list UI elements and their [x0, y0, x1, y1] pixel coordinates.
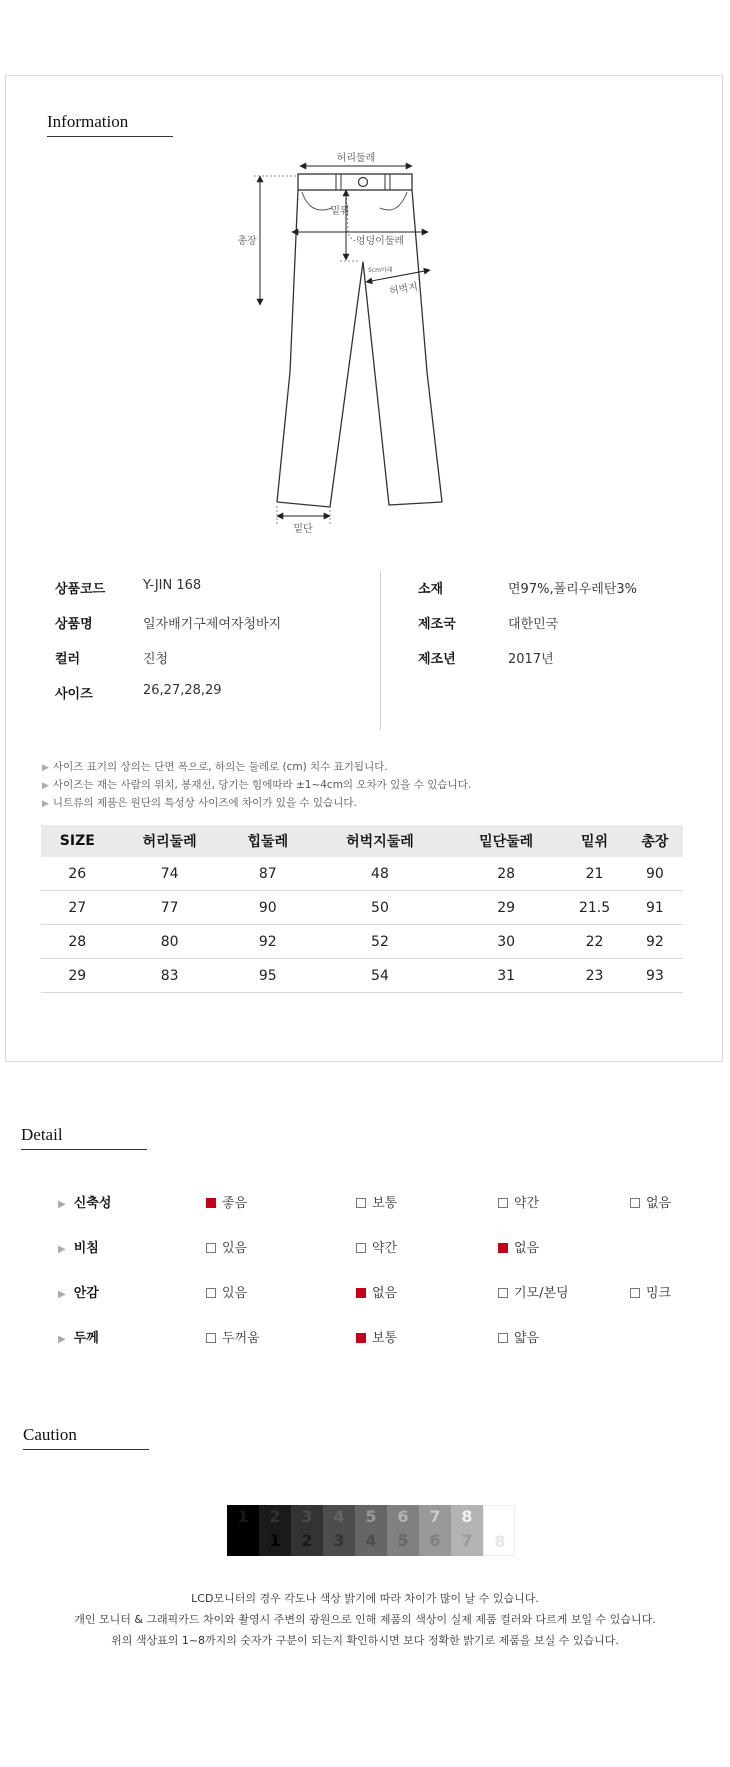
spec-label-country: 제조국 [418, 617, 456, 632]
spec-value-country: 대한민국 [508, 617, 559, 632]
header-length: 총장 [627, 825, 683, 857]
table-cell: 23 [562, 959, 627, 993]
header-thigh: 허벅지둘레 [310, 825, 450, 857]
palette-bottom-number: 2 [301, 1531, 313, 1550]
table-row [41, 959, 683, 993]
palette-swatch-8 [451, 1505, 483, 1556]
palette-bottom-number: 7 [461, 1531, 473, 1550]
palette-swatch-7 [419, 1505, 451, 1556]
table-cell: 77 [114, 891, 226, 925]
table-row [41, 891, 683, 925]
caution-title [23, 1425, 149, 1450]
information-title [47, 112, 173, 137]
note-item [42, 794, 471, 812]
palette-swatch-9 [483, 1505, 515, 1556]
triangle-icon: ▶ [42, 781, 49, 791]
palette-top-number: 2 [269, 1507, 281, 1526]
note-text: 사이즈는 재는 사람의 위치, 봉재선, 당기는 힘에따라 ±1~4cm의 오차가 있을 수 있습니다. [52, 779, 472, 791]
checkbox-empty-icon [206, 1243, 216, 1253]
option-lining-mink[interactable] [630, 1282, 671, 1301]
triangle-icon: ▶ [58, 1334, 66, 1345]
checkbox-empty-icon [498, 1288, 508, 1298]
pants-diagram [237, 140, 460, 540]
palette-top-number: 7 [429, 1507, 441, 1526]
checkbox-empty-icon [206, 1333, 216, 1343]
waistband-outline [298, 174, 412, 190]
table-cell: 92 [627, 925, 683, 959]
spec-value-year: 2017년 [508, 652, 554, 667]
checkbox-empty-icon [630, 1198, 640, 1208]
spec-label-size: 사이즈 [55, 687, 93, 702]
table-row [41, 925, 683, 959]
detail-label [58, 1327, 178, 1346]
palette-swatch-5 [355, 1505, 387, 1556]
note-item [42, 758, 471, 776]
option-text: 보통 [372, 1331, 398, 1346]
table-cell: 31 [450, 959, 562, 993]
caution-title-text: Caution [23, 1425, 77, 1444]
option-thickness-normal[interactable] [356, 1327, 397, 1346]
option-text: 약간 [514, 1196, 540, 1211]
caution-text [0, 1588, 730, 1651]
caution-title-underline [23, 1449, 149, 1450]
palette-bottom-number: 5 [397, 1531, 409, 1550]
size-table-header [41, 825, 683, 857]
diagram-label-thigh: 허벅지 [388, 281, 419, 298]
table-cell: 52 [310, 925, 450, 959]
information-title-text: Information [47, 112, 129, 131]
table-cell: 29 [41, 959, 114, 993]
palette-bottom-number: 6 [429, 1531, 441, 1550]
size-table [41, 825, 683, 993]
palette-bottom-number: 3 [333, 1531, 345, 1550]
option-text: 좋음 [222, 1196, 248, 1211]
table-cell: 87 [226, 857, 310, 891]
spec-value-name: 일자배기구제여자청바지 [143, 617, 282, 632]
diagram-label-length: 총장 [237, 236, 257, 247]
option-sheer-yes[interactable] [206, 1237, 247, 1256]
palette-swatch-1 [227, 1505, 259, 1556]
table-cell: 90 [226, 891, 310, 925]
option-text: 약간 [372, 1241, 398, 1256]
checkbox-checked-icon [356, 1288, 366, 1298]
caution-line: 개인 모니터 & 그래픽카드 차이와 촬영시 주변의 광원으로 인해 제품의 색상이 실제 제품 컬러와 다르게 보일 수 있습니다. [74, 1613, 656, 1626]
table-cell: 48 [310, 857, 450, 891]
palette-top-number: 3 [301, 1507, 313, 1526]
diagram-label-hem: 밑단 [293, 524, 313, 535]
table-cell: 80 [114, 925, 226, 959]
button-outline [359, 178, 368, 187]
detail-label [58, 1237, 178, 1256]
palette-bottom-number: 8 [494, 1532, 506, 1551]
table-row [41, 857, 683, 891]
brightness-palette [227, 1505, 515, 1556]
detail-title-text: Detail [21, 1125, 63, 1144]
palette-swatch-3 [291, 1505, 323, 1556]
option-thickness-thin[interactable] [498, 1327, 539, 1346]
spec-value-material: 면97%,폴리우레탄3% [508, 582, 637, 597]
checkbox-empty-icon [206, 1288, 216, 1298]
table-cell: 93 [627, 959, 683, 993]
header-hip: 힙둘레 [226, 825, 310, 857]
triangle-icon: ▶ [42, 799, 49, 809]
palette-top-number: 8 [461, 1507, 473, 1526]
table-cell: 92 [226, 925, 310, 959]
spec-label-year: 제조년 [418, 652, 456, 667]
caution-line: LCD모니터의 경우 각도나 색상 밝기에 따라 차이가 많이 날 수 있습니다. [191, 1592, 539, 1605]
detail-label-text: 안감 [73, 1286, 99, 1301]
detail-label [58, 1282, 178, 1301]
information-title-underline [47, 136, 173, 137]
option-stretch-normal[interactable] [356, 1192, 397, 1211]
palette-top-number: 4 [333, 1507, 345, 1526]
triangle-icon: ▶ [58, 1199, 66, 1210]
palette-swatch-2 [259, 1505, 291, 1556]
option-lining-none[interactable] [356, 1282, 397, 1301]
palette-top-number: 6 [397, 1507, 409, 1526]
option-text: 두꺼움 [222, 1331, 260, 1346]
option-text: 있음 [222, 1286, 248, 1301]
spec-label-code: 상품코드 [55, 582, 106, 597]
option-text: 없음 [514, 1241, 540, 1256]
table-cell: 21.5 [562, 891, 627, 925]
option-lining-yes[interactable] [206, 1282, 247, 1301]
option-lining-brushed[interactable] [498, 1282, 569, 1301]
triangle-icon: ▶ [58, 1289, 66, 1300]
table-cell: 30 [450, 925, 562, 959]
spec-label-name: 상품명 [55, 617, 93, 632]
table-cell: 27 [41, 891, 114, 925]
table-cell: 90 [627, 857, 683, 891]
triangle-icon: ▶ [42, 763, 49, 773]
note-text: 사이즈 표기의 상의는 단면 폭으로, 하의는 둘레로 (cm) 치수 표기됩니다. [52, 761, 388, 773]
table-cell: 29 [450, 891, 562, 925]
triangle-icon: ▶ [58, 1244, 66, 1255]
diagram-label-thigh-note: 5cm아래 [368, 267, 393, 274]
option-sheer-none[interactable] [498, 1237, 539, 1256]
checkbox-empty-icon [498, 1198, 508, 1208]
spec-value-size: 26,27,28,29 [143, 683, 222, 698]
option-text: 보통 [372, 1196, 398, 1211]
table-cell: 21 [562, 857, 627, 891]
option-stretch-good[interactable] [206, 1192, 247, 1211]
diagram-label-waist: 허리둘레 [336, 153, 376, 164]
size-notes [42, 758, 471, 812]
checkbox-empty-icon [356, 1198, 366, 1208]
detail-label-text: 두께 [73, 1331, 99, 1346]
option-sheer-slight[interactable] [356, 1237, 397, 1256]
palette-top-number: 5 [365, 1507, 377, 1526]
note-item [42, 776, 471, 794]
option-text: 얇음 [514, 1331, 540, 1346]
table-cell: 95 [226, 959, 310, 993]
palette-swatch-6 [387, 1505, 419, 1556]
table-cell: 54 [310, 959, 450, 993]
detail-label [58, 1192, 178, 1211]
detail-label-text: 비침 [73, 1241, 99, 1256]
checkbox-checked-icon [206, 1198, 216, 1208]
detail-title-underline [21, 1149, 147, 1150]
option-stretch-none[interactable] [630, 1192, 671, 1211]
spec-label-material: 소재 [418, 582, 444, 597]
option-stretch-slight[interactable] [498, 1192, 539, 1211]
checkbox-empty-icon [356, 1243, 366, 1253]
table-cell: 26 [41, 857, 114, 891]
spec-divider [380, 572, 381, 730]
table-cell: 50 [310, 891, 450, 925]
note-text: 니트류의 제품은 원단의 특성상 사이즈에 차이가 있을 수 있습니다. [52, 797, 357, 809]
header-size: SIZE [41, 825, 114, 857]
palette-swatch-4 [323, 1505, 355, 1556]
option-thickness-thick[interactable] [206, 1327, 260, 1346]
table-cell: 28 [41, 925, 114, 959]
option-text: 있음 [222, 1241, 248, 1256]
checkbox-checked-icon [498, 1243, 508, 1253]
checkbox-empty-icon [498, 1333, 508, 1343]
table-cell: 91 [627, 891, 683, 925]
palette-top-number: 1 [237, 1507, 249, 1526]
option-text: 없음 [372, 1286, 398, 1301]
option-text: 밍크 [646, 1286, 672, 1301]
table-cell: 74 [114, 857, 226, 891]
option-text: 없음 [646, 1196, 672, 1211]
detail-label-text: 신축성 [73, 1196, 112, 1211]
header-rise: 밑위 [562, 825, 627, 857]
spec-value-color: 진청 [143, 652, 169, 667]
option-text: 기모/본딩 [514, 1286, 569, 1301]
spec-label-color: 컬러 [55, 652, 81, 667]
diagram-label-rise: 밑위 [330, 206, 350, 217]
detail-title [21, 1125, 147, 1150]
checkbox-empty-icon [630, 1288, 640, 1298]
checkbox-checked-icon [356, 1333, 366, 1343]
header-waist: 허리둘레 [114, 825, 226, 857]
header-hem: 밑단둘레 [450, 825, 562, 857]
palette-bottom-number: 4 [365, 1531, 377, 1550]
table-cell: 83 [114, 959, 226, 993]
table-cell: 28 [450, 857, 562, 891]
diagram-label-hip: 엉덩이둘레 [355, 236, 405, 247]
table-cell: 22 [562, 925, 627, 959]
spec-value-code: Y-JIN 168 [143, 578, 202, 593]
caution-line: 위의 색상표의 1~8까지의 숫자가 구분이 되는지 확인하시면 보다 정확한 밝기로 제품을 보실 수 있습니다. [111, 1634, 619, 1647]
palette-bottom-number: 1 [269, 1531, 281, 1550]
